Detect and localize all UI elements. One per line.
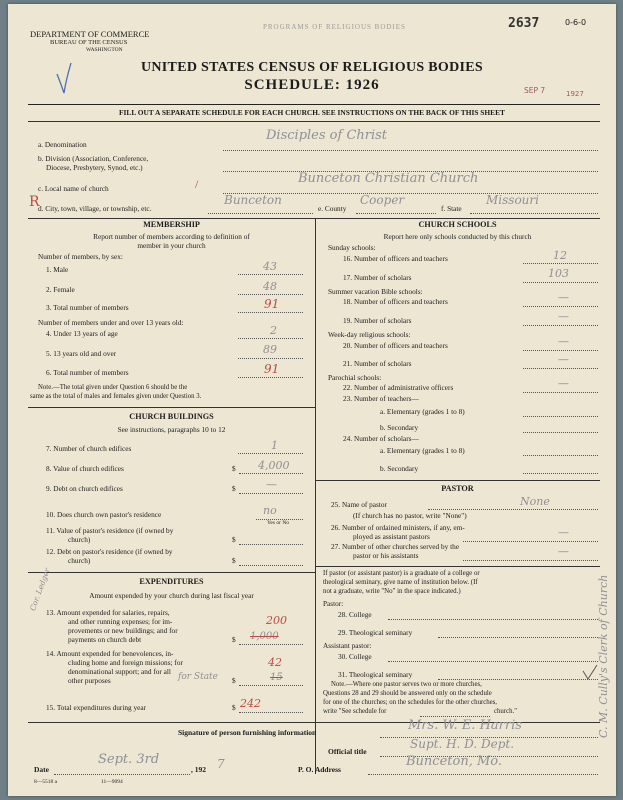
- q31-label: 31. Theological seminary: [338, 670, 413, 679]
- q13-amount-value: 200: [266, 614, 287, 627]
- church-buildings-heading: CHURCH BUILDINGS: [129, 412, 214, 421]
- q15-total-label: 15. Total expenditures during year: [46, 703, 147, 712]
- q6-total-members-label: 6. Total number of members: [46, 368, 129, 377]
- members-under-over-label: Number of members under and over 13 years old:: [38, 318, 184, 327]
- form-print-code-2: 11—9094: [101, 779, 123, 785]
- local-church-name-label: c. Local name of church: [38, 184, 109, 193]
- form-schedule-year: SCHEDULE: 1926: [244, 77, 380, 93]
- q8-dollar-sign: $: [232, 464, 236, 473]
- q24b-label: b. Secondary: [380, 464, 419, 473]
- form-serial-number: 2637: [508, 16, 540, 31]
- q20-label: 20. Number of officers and teachers: [343, 341, 448, 350]
- q14-amount-value: 42: [268, 656, 282, 669]
- separate-schedule-instruction: FILL OUT A SEPARATE SCHEDULE FOR EACH CHURCH. SEE INSTRUCTIONS ON THE BACK OF THIS SHEET: [119, 108, 505, 117]
- q28-label: 28. College: [338, 610, 372, 619]
- q27-label-line1: 27. Number of other churches served by the: [331, 542, 460, 551]
- date-year-printed: , 192: [191, 765, 206, 774]
- expenditures-heading: EXPENDITURES: [139, 577, 204, 586]
- membership-note-line1: Note.—The total given under Question 6 should be the: [38, 384, 188, 391]
- membership-intro-line1: Report number of members according to definition of: [93, 232, 250, 241]
- q14-label-line3: denominational support; and for all: [68, 667, 171, 676]
- q11-value-residence-label-line1: 11. Value of pastor's residence (if owned by: [46, 526, 174, 535]
- signature-label: Signature of person furnishing information: [178, 728, 317, 737]
- q4-under-13-value: 2: [270, 324, 277, 337]
- q3-total-members-value: 91: [264, 297, 280, 311]
- q18-value: —: [558, 291, 569, 304]
- margin-note-ledger: Cor. Ledger: [28, 566, 52, 613]
- pastor-subheading: Pastor:: [323, 599, 344, 608]
- form-code: 0-6-0: [565, 18, 587, 27]
- expenditures-subheading: Amount expended by your church during last fiscal year: [89, 591, 254, 600]
- q5-13-and-over-label: 5. 13 years old and over: [46, 349, 117, 358]
- census-schedule-sheet: [8, 4, 616, 796]
- q11-value-residence-label-line2: church): [68, 535, 91, 544]
- graduate-instruction-line1: If pastor (or assistant pastor) is a graduate of a college or: [323, 570, 480, 577]
- q10-pastor-residence-value: no: [263, 504, 277, 517]
- q15-total-value: 242: [240, 697, 261, 710]
- q27-label-line2: pastor or his assistants: [353, 551, 419, 560]
- membership-heading: MEMBERSHIP: [143, 220, 200, 229]
- po-address-value: Bunceton, Mo.: [406, 754, 503, 769]
- red-margin-r-mark: R: [29, 194, 40, 210]
- q14-side-note: for State: [178, 672, 219, 682]
- q8-value-edifices-value: 4,000: [258, 459, 290, 472]
- denomination-value: Disciples of Christ: [266, 128, 388, 143]
- q8-value-edifices-label: 8. Value of church edifices: [46, 464, 124, 473]
- faint-top-heading: PROGRAMS OF RELIGIOUS BODIES: [263, 23, 406, 31]
- q26-label-line2: ployed as assistant pastors: [353, 532, 430, 541]
- membership-intro-line2: member in your church: [137, 241, 206, 250]
- q2-female-value: 48: [263, 280, 277, 293]
- signature-value: Mrs. W. E. Harris: [408, 718, 522, 733]
- q6-total-members-value: 91: [264, 362, 280, 376]
- local-church-name-value: Bunceton Christian Church: [298, 171, 479, 186]
- q13-label-line3: provements or new buildings; and for: [68, 626, 178, 635]
- q5-13-and-over-value: 89: [263, 343, 277, 356]
- received-stamp-date: SEP 7: [524, 86, 546, 95]
- q25-label: 25. Name of pastor: [331, 500, 387, 509]
- q22-label: 22. Number of administrative officers: [343, 383, 454, 392]
- blue-check-mark: [53, 60, 75, 96]
- pastor-note-line3: for one of the churches; on the schedules for the other churches,: [323, 699, 498, 706]
- q13-label-line1: 13. Amount expended for salaries, repairs,: [46, 608, 170, 617]
- q16-value: 12: [553, 249, 567, 262]
- pastor-note-line4-end: church.": [494, 708, 517, 715]
- q23b-label: b. Secondary: [380, 423, 419, 432]
- county-label: e. County: [318, 204, 347, 213]
- church-schools-heading: CHURCH SCHOOLS: [418, 220, 497, 229]
- pastor-note-line1: Note.—Where one pastor serves two or more churches,: [331, 681, 482, 688]
- q12-dollar-sign: $: [232, 556, 236, 565]
- q14-dollar-sign: $: [232, 676, 236, 685]
- q15-dollar-sign: $: [232, 703, 236, 712]
- q22-value: —: [558, 377, 569, 390]
- q7-edifices-label: 7. Number of church edifices: [46, 444, 132, 453]
- q14-label-line1: 14. Amount expended for benevolences, in-: [46, 649, 174, 658]
- official-title-value: Supt. H. D. Dept.: [410, 737, 515, 751]
- division-label-line1: b. Division (Association, Conference,: [38, 154, 149, 163]
- q9-debt-edifices-value: —: [266, 478, 277, 491]
- city-label: d. City, town, village, or township, etc.: [38, 204, 152, 213]
- q7-edifices-value: 1: [271, 439, 278, 452]
- denomination-label: a. Denomination: [38, 140, 87, 149]
- q21-value: —: [558, 353, 569, 366]
- q9-debt-edifices-label: 9. Debt on church edifices: [46, 484, 123, 493]
- official-title-label: Official title: [328, 747, 367, 756]
- q23a-label: a. Elementary (grades 1 to 8): [380, 407, 465, 416]
- bureau-name: BUREAU OF THE CENSUS: [50, 39, 128, 46]
- date-year-handwritten: 7: [217, 757, 225, 771]
- form-title: UNITED STATES CENSUS OF RELIGIOUS BODIES: [140, 60, 483, 75]
- q9-dollar-sign: $: [232, 484, 236, 493]
- city-value: Bunceton: [224, 193, 282, 207]
- q24a-label: a. Elementary (grades 1 to 8): [380, 446, 465, 455]
- summer-schools-label: Summer vacation Bible schools:: [328, 287, 423, 296]
- q4-under-13-label: 4. Under 13 years of age: [46, 329, 118, 338]
- pastor-heading: PASTOR: [441, 484, 474, 493]
- q25-note: (If church has no pastor, write "None"): [353, 511, 467, 520]
- q26-label-line1: 26. Number of ordained ministers, if any, em-: [331, 523, 465, 532]
- weekday-schools-label: Week-day religious schools:: [328, 330, 411, 339]
- graduate-instruction-line3: not a graduate, write "No" in the space indicated.): [323, 588, 461, 595]
- q13-dollar-sign: $: [232, 635, 236, 644]
- parochial-schools-label: Parochial schools:: [328, 373, 382, 382]
- church-schools-intro: Report here only schools conducted by this church: [383, 232, 532, 241]
- q27-value: —: [558, 545, 569, 558]
- q14-struck-amount: 15: [270, 672, 283, 683]
- q10-pastor-residence-label: 10. Does church own pastor's residence: [46, 510, 162, 519]
- assistant-pastor-subheading: Assistant pastor:: [323, 641, 372, 650]
- department-name: DEPARTMENT OF COMMERCE: [30, 29, 150, 39]
- q25-value: None: [520, 495, 550, 508]
- q18-label: 18. Number of officers and teachers: [343, 297, 448, 306]
- form-print-code: 8—5518 a: [34, 779, 58, 785]
- q3-total-members-label: 3. Total number of members: [46, 303, 129, 312]
- q1-male-value: 43: [263, 260, 277, 273]
- received-stamp-year: 1927: [566, 90, 584, 98]
- state-value: Missouri: [486, 193, 539, 207]
- q1-male-label: 1. Male: [46, 265, 69, 274]
- q13-label-line4: payments on church debt: [68, 635, 142, 644]
- q13-struck-amount: 1,000: [250, 631, 279, 642]
- date-label: Date: [34, 765, 49, 774]
- membership-note-line2: same as the total of males and females given under Question 3.: [30, 393, 202, 400]
- county-value: Cooper: [360, 193, 405, 207]
- q17-label: 17. Number of scholars: [343, 273, 412, 282]
- q14-label-line2: cluding home and foreign missions; for: [68, 658, 183, 667]
- q30-label: 30. College: [338, 652, 372, 661]
- q13-label-line2: and other running expenses; for im-: [68, 617, 173, 626]
- q29-label: 29. Theological seminary: [338, 628, 413, 637]
- q20-value: —: [558, 335, 569, 348]
- q11-dollar-sign: $: [232, 535, 236, 544]
- bureau-city: WASHINGTON: [86, 47, 123, 53]
- side-check-mark: [580, 662, 600, 684]
- pastor-note-line4-start: write "See schedule for: [323, 708, 387, 715]
- q24-label: 24. Number of scholars—: [343, 434, 419, 443]
- side-note-clerk: C. M. Cully's Clerk of Church: [597, 574, 610, 738]
- red-margin-slash-mark: /: [195, 177, 199, 191]
- q12-debt-residence-label-line1: 12. Debt on pastor's residence (if owned by: [46, 547, 173, 556]
- q17-value: 103: [548, 267, 569, 280]
- sunday-schools-label: Sunday schools:: [328, 243, 376, 252]
- q10-yes-no-hint: Yes or No: [267, 520, 290, 526]
- graduate-instruction-line2: theological seminary, give name of institution below. (If: [323, 579, 478, 586]
- q12-debt-residence-label-line2: church): [68, 556, 91, 565]
- q19-label: 19. Number of scholars: [343, 316, 412, 325]
- pastor-note-line2: Questions 28 and 29 should be answered only on the schedule: [323, 690, 492, 697]
- q23-label: 23. Number of teachers—: [343, 394, 419, 403]
- date-value: Sept. 3rd: [98, 752, 160, 767]
- members-by-sex-label: Number of members, by sex:: [38, 252, 123, 261]
- q26-value: —: [558, 526, 569, 539]
- po-address-label: P. O. Address: [298, 765, 341, 774]
- q21-label: 21. Number of scholars: [343, 359, 412, 368]
- church-buildings-subheading: See instructions, paragraphs 10 to 12: [117, 425, 226, 434]
- q19-value: —: [558, 310, 569, 323]
- q14-label-line4: other purposes: [68, 676, 111, 685]
- q2-female-label: 2. Female: [46, 285, 75, 294]
- division-label-line2: Diocese, Presbytery, Synod, etc.): [46, 163, 143, 172]
- state-label: f. State: [441, 204, 462, 213]
- q16-label: 16. Number of officers and teachers: [343, 254, 448, 263]
